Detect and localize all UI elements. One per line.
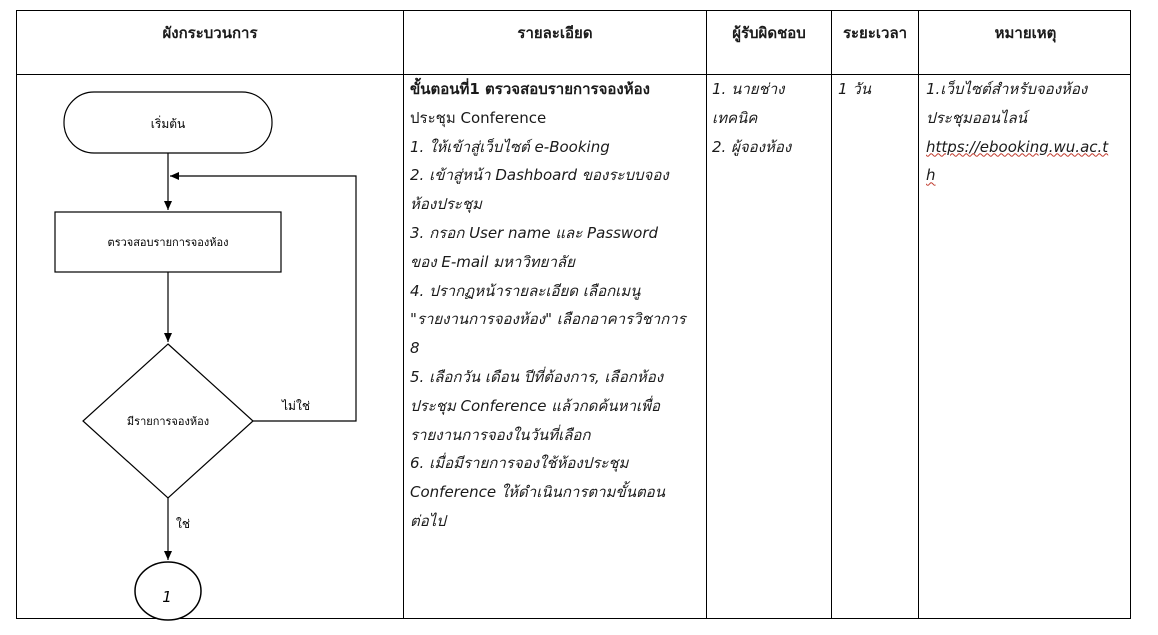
header-details: รายละเอียด xyxy=(517,24,593,42)
decision-label: มีรายการจองห้อง xyxy=(126,415,210,428)
responsible-cell xyxy=(712,75,828,161)
detail-line: 3. กรอก User name และ Password xyxy=(410,223,659,242)
responsible-line: เทคนิค xyxy=(712,108,758,127)
step-subtitle: ประชุม Conference xyxy=(410,108,547,127)
yes-label: ใช่ xyxy=(175,517,191,531)
detail-line: 4. ปรากฏหน้ารายละเอียด เลือกเมนู xyxy=(410,281,641,300)
header-responsible: ผู้รับผิดชอบ xyxy=(732,24,806,42)
detail-line: 6. เมื่อมีรายการจองใช้ห้องประชุม xyxy=(410,454,629,473)
header-process: ผังกระบวนการ xyxy=(162,24,258,42)
detail-line: 1. ให้เข้าสู่เว็บไซต์ e-Booking xyxy=(410,137,610,156)
header-remarks: หมายเหตุ xyxy=(994,24,1057,42)
detail-line: ห้องประชุม xyxy=(410,195,482,214)
start-label: เริ่มต้น xyxy=(150,117,186,131)
responsible-line: 1. นายช่าง xyxy=(712,80,785,98)
detail-line: 5. เลือกวัน เดือน ปีที่ต้องการ, เลือกห้อง xyxy=(410,367,664,386)
remarks-line: ประชุมออนไลน์ xyxy=(926,108,1027,127)
detail-line: 8 xyxy=(410,339,420,358)
detail-line: 2. เข้าสู่หน้า Dashboard ของระบบจอง xyxy=(410,166,669,185)
responsible-line: 2. ผู้จองห้อง xyxy=(712,137,792,156)
booking-link-continuation[interactable]: h xyxy=(926,166,936,185)
booking-link[interactable]: https://ebooking.wu.ac.t xyxy=(926,137,1109,156)
duration-cell xyxy=(838,75,918,104)
detail-line: Conference ให้ดำเนินการตามขั้นตอน xyxy=(410,483,665,502)
detail-line: รายงานการจองในวันที่เลือก xyxy=(410,425,591,444)
header-duration: ระยะเวลา xyxy=(842,24,908,42)
detail-line: ของ E-mail มหาวิทยาลัย xyxy=(410,252,575,271)
detail-line: "รายงานการจองห้อง" เลือกอาคารวิชาการ xyxy=(410,310,686,329)
process-label: ตรวจสอบรายการจองห้อง xyxy=(107,236,229,249)
remarks-cell xyxy=(926,75,1126,190)
details-lines xyxy=(410,133,702,536)
no-label: ไม่ใช่ xyxy=(282,399,310,413)
step-title: ขั้นตอนที่1 ตรวจสอบรายการจองห้อง xyxy=(410,80,650,98)
duration-value: 1 วัน xyxy=(838,80,871,98)
connector-label: 1 xyxy=(162,588,172,606)
detail-line: ต่อไป xyxy=(410,511,446,530)
detail-line: ประชุม Conference แล้วกดค้นหาเพื่อ xyxy=(410,396,661,415)
remarks-line: 1.เว็บไซต์สำหรับจองห้อง xyxy=(926,80,1088,98)
details-cell xyxy=(410,75,702,536)
